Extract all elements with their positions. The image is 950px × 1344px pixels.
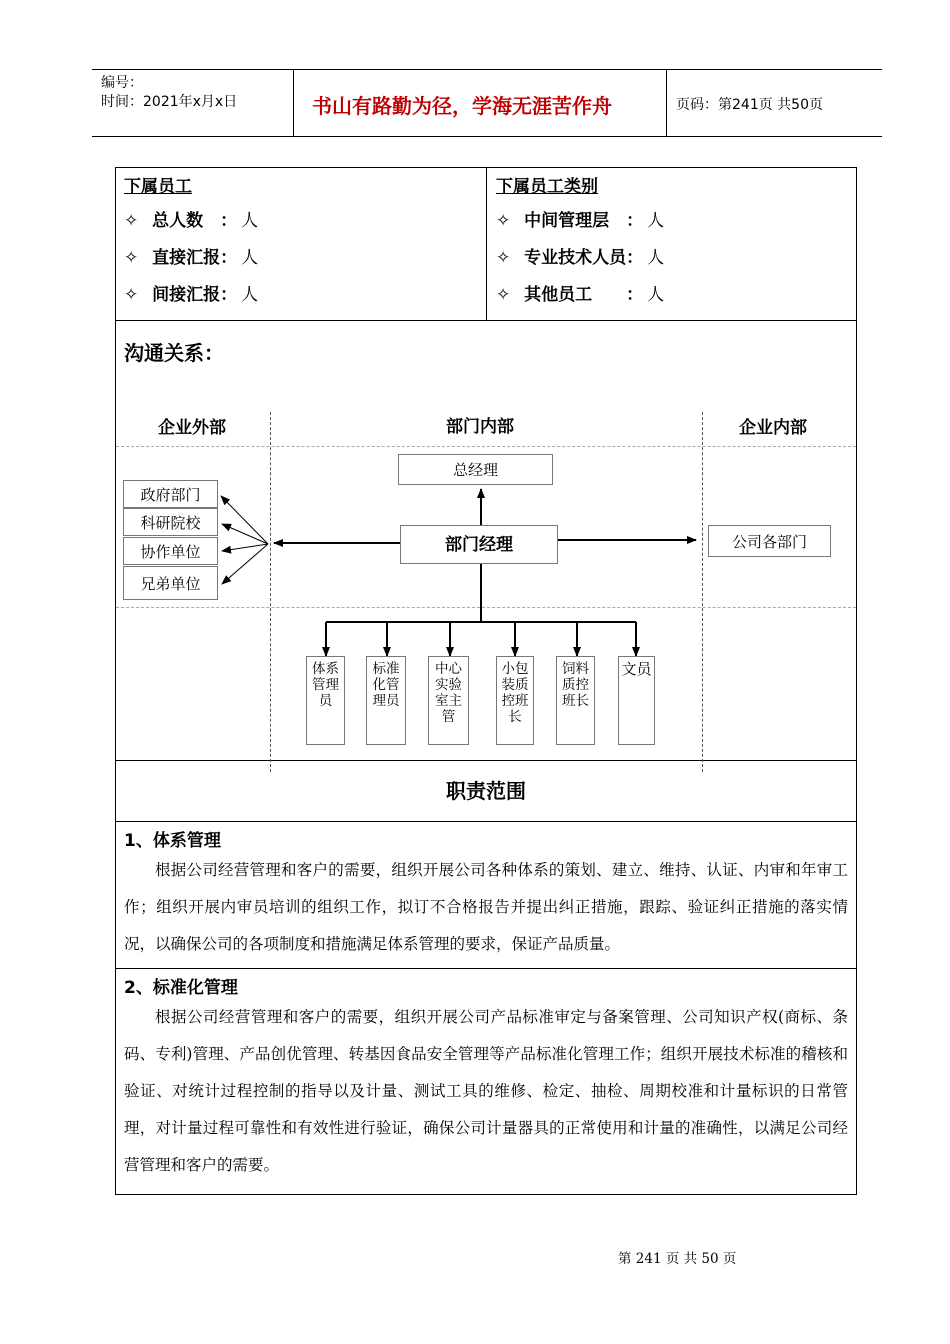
- list-item: ✧ 专业技术人员： 人: [496, 248, 665, 268]
- internal-departments-box: 公司各部门: [708, 525, 831, 557]
- list-item: ✧ 直接汇报： 人: [124, 248, 259, 268]
- staff-box: 标准化管理员: [366, 656, 406, 745]
- external-unit-box: 兄弟单位: [123, 566, 218, 600]
- diamond-icon: ✧: [124, 285, 139, 305]
- list-item: ✧ 间接汇报： 人: [124, 285, 259, 305]
- subordinates-title: 下属员工: [124, 177, 192, 197]
- list-item: ✧ 其他员工 ： 人: [496, 285, 665, 305]
- communication-title: 沟通关系：: [124, 341, 224, 365]
- header-page-info: 页码：第241页 共50页: [676, 97, 823, 113]
- diamond-icon: ✧: [496, 285, 511, 305]
- staff-box: 小包装质控班长: [496, 656, 534, 745]
- diamond-icon: ✧: [496, 248, 511, 268]
- general-manager-box: 总经理: [398, 454, 553, 485]
- section-heading: 1、体系管理: [124, 831, 221, 851]
- column-header-internal: 企业内部: [739, 418, 807, 438]
- section-body: 根据公司经营管理和客户的需要，组织开展公司各种体系的策划、建立、维持、认证、内审和年审工作；组织开展内审员培训的组织工作，拟订不合格报告并提出纠正措施，跟踪、验证纠正措施的落实情况，以确保公司的各项制度和措施满足体系管理的要求，保证产品质量。: [124, 861, 848, 953]
- staff-box: 饲料质控班长: [556, 656, 595, 745]
- external-unit-box: 科研院校: [123, 508, 218, 536]
- duties-title: 职责范围: [446, 779, 526, 803]
- external-fan-arrows: [221, 496, 268, 584]
- header-motto: 书山有路勤为径，学海无涯苦作舟: [312, 94, 612, 118]
- diamond-icon: ✧: [124, 248, 139, 268]
- diamond-icon: ✧: [124, 211, 139, 231]
- department-manager-box: 部门经理: [400, 525, 558, 564]
- section-body: 根据公司经营管理和客户的需要，组织开展公司产品标准审定与备案管理、公司知识产权(商标、条码、专利)管理、产品创优管理、转基因食品安全管理等产品标准化管理工作；组织开展技术标准的稽核和验证、对统计过程控制的指导以及计量、测试工具的维修、检定、抽检、周期校准和计量标识的日常管理，对计量过程可靠性和有效性进行验证，确保公司计量器具的正常使用和计量的准确性，以满足公司经营管理和客户的需要。: [124, 1008, 848, 1174]
- list-item: ✧ 中间管理层 ： 人: [496, 211, 665, 231]
- doc-number-label: 编号：: [101, 75, 143, 91]
- diamond-icon: ✧: [496, 211, 511, 231]
- footer-page-number: 第 241 页 共 50 页: [618, 1251, 737, 1267]
- doc-time-label: 时间：2021年x月x日: [101, 94, 238, 110]
- staff-box: 中心实验室主管: [428, 656, 469, 745]
- staff-tree-lines: [326, 564, 636, 656]
- external-unit-box: 政府部门: [123, 480, 218, 508]
- column-header-department: 部门内部: [446, 417, 514, 437]
- staff-box: 体系管理员: [306, 656, 345, 745]
- column-header-external: 企业外部: [158, 418, 226, 438]
- list-item: ✧ 总人数 ： 人: [124, 211, 259, 231]
- external-unit-box: 协作单位: [123, 537, 218, 565]
- subordinate-categories-title: 下属员工类别: [496, 177, 598, 197]
- staff-box: 文员: [618, 656, 655, 745]
- section-heading: 2、标准化管理: [124, 978, 238, 998]
